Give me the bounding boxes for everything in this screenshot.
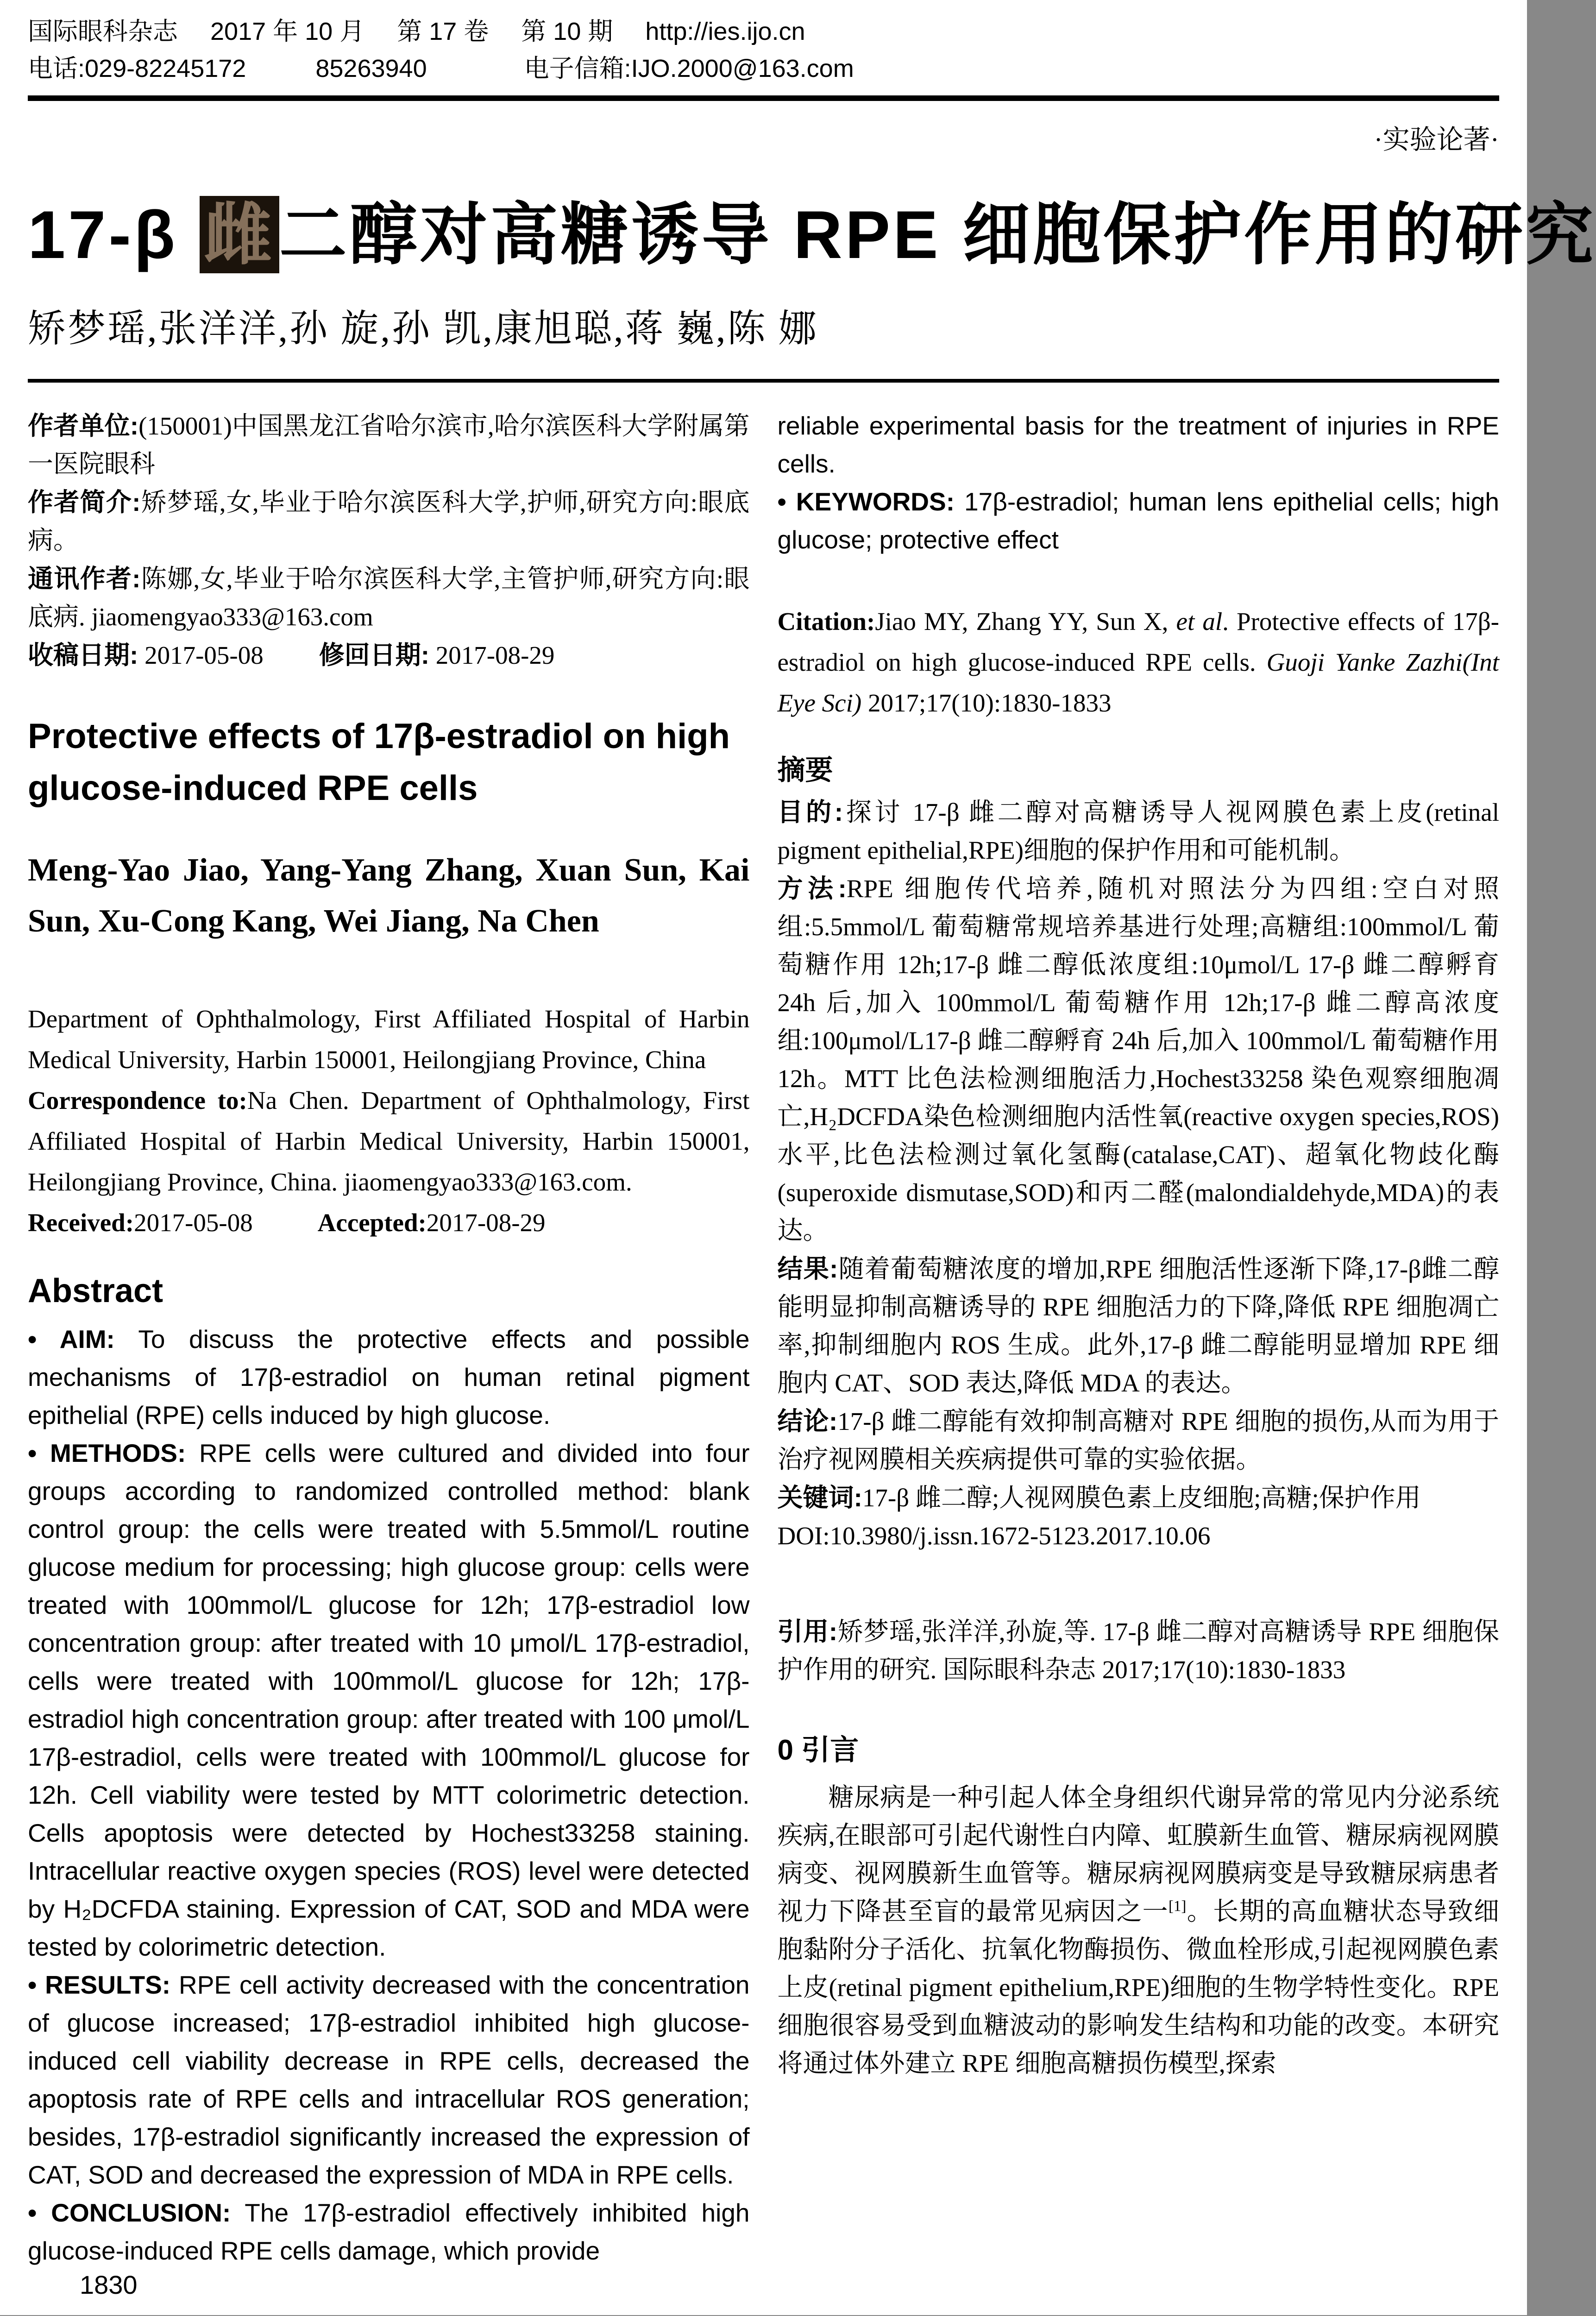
abstract-cn-heading: 摘要 [777, 755, 833, 786]
results-text: RPE cell activity decreased with the concentration of glucose increased; 17β-estradiol inhibited high glucose-induced cell viability decrease in RPE cells, decreased the apoptosis rate of RPE cells and intracellular ROS generation; besides, 17β-estradiol significantly increased the expression of CAT, SOD and decreased the expression of MDA in RPE cells. [28, 1970, 750, 2189]
citation-etal: et al [1176, 607, 1223, 636]
dates-en-line [28, 1202, 750, 1243]
article-title-cn [28, 197, 1596, 272]
citation-part1: Jiao MY, Zhang YY, Sun X, [875, 607, 1176, 636]
corresponding-author-text: 陈娜,女,毕业于哈尔滨医科大学,主管护师,研究方向:眼底病. jiaomengyao333@163.com [28, 565, 750, 631]
article-category: ·实验论著· [1374, 125, 1499, 155]
conclusion-text: The 17β-estradiol effectively inhibited high glucose-induced RPE cells damage, which provide [28, 2198, 750, 2265]
results-paragraph [28, 1966, 750, 2194]
conclusion-cn-text: 17-β 雌二醇能有效抑制高糖对 RPE 细胞的损伤,从而为用于治疗视网膜相关疾病提供可靠的实验依据。 [777, 1407, 1499, 1473]
journal-issue: 第 10 期 [521, 18, 613, 45]
citation-cn-text: 矫梦瑶,张洋洋,孙旋,等. 17-β 雌二醇对高糖诱导 RPE 细胞保护作用的研究. 国际眼科杂志 2017;17(10):1830-1833 [777, 1617, 1499, 1684]
two-column-body [28, 407, 1499, 2299]
conclusion-paragraph [28, 2194, 750, 2270]
right-column [778, 407, 1500, 2253]
affiliation-text: (150001)中国黑龙江省哈尔滨市,哈尔滨医科大学附属第一医院眼科 [28, 412, 750, 478]
corresponding-author-label: 通讯作者: [28, 564, 141, 593]
left-column [28, 407, 750, 2299]
correspondence-text: Na Chen. Department of Ophthalmology, First Affiliated Hospital of Harbin Medical University, Harbin 150001, Heilongjiang Province, China. jiaomengyao333@163.com. [28, 1086, 750, 1196]
author-bio-paragraph [28, 483, 750, 560]
authors-rule [28, 379, 1499, 383]
objective-cn-paragraph [778, 793, 1500, 869]
authors-en: Meng-Yao Jiao, Yang-Yang Zhang, Xuan Sun, Kai Sun, Xu-Cong Kang, Wei Jiang, Na Chen [28, 852, 750, 939]
aim-label: • AIM: [28, 1325, 115, 1353]
title-pre: 17-β [28, 197, 200, 272]
methods-label: • METHODS: [28, 1439, 186, 1467]
aim-text: To discuss the protective effects and possible mechanisms of 17β-estradiol on human retinal pigment epithelial (RPE) cells induced by high glucose. [28, 1325, 750, 1429]
introduction-heading: 0 引言 [777, 1734, 859, 1766]
journal-email: 电子信箱:IJO.2000@163.com [524, 55, 854, 82]
title-highlighted-char: 雌 [200, 196, 279, 273]
results-label: • RESULTS: [28, 1970, 171, 1999]
authors-cn: 矫梦瑶,张洋洋,孙 旋,孙 凯,康旭聪,蒋 巍,陈 娜 [28, 308, 819, 350]
aim-paragraph [28, 1320, 750, 1434]
journal-phone2: 85263940 [315, 55, 427, 82]
dates-cn-line [28, 636, 750, 674]
citation-paragraph [778, 601, 1500, 724]
results-cn-paragraph [778, 1250, 1500, 1402]
methods-cn-text: RPE 细胞传代培养,随机对照法分为四组:空白对照组:5.5mmol/L 葡萄糖常规培养基进行处理;高糖组:100mmol/L 葡萄糖作用 12h;17-β 雌二醇低浓度组:10μmol/L 17-β 雌二醇孵育 24h 后,加入 100mmol/L 葡萄糖作用 12h;17-β 雌二醇高浓度组:100μmol/L17-β 雌二醇孵育 24h 后,加入 100mmol/L 葡萄糖作用 12h。MTT 比色法检测细胞活力,Hochest33258 染色观察细胞凋亡,H₂DCFDA染色检测细胞内活性氧(reactive oxygen species,ROS)水平,比色法检测过氧化氢酶(catalase,CAT)、超氧化物歧化酶(superoxide dismutase,SOD)和丙二醛(malondialdehyde,MDA)的表达。 [777, 875, 1499, 1245]
journal-header-line2 [28, 50, 1499, 87]
received-en-date: 2017-05-08 [134, 1208, 253, 1237]
keywords-text: 17β-estradiol; human lens epithelial cells; high glucose; protective effect [777, 487, 1499, 554]
introduction-paragraph [778, 1779, 1500, 2083]
page-number: 1830 [80, 2270, 138, 2299]
citation-journal-name: Guoji Yanke Zazhi(Int Eye Sci) [777, 648, 1499, 717]
methods-text: RPE cells were cultured and divided into four groups according to randomized controlled method: blank control group: the cells were treated with 5.5mmol/L routine glucose medium for processing; high glucose group: cells were treated with 100mmol/L glucose for 12h; 17β-estradiol low concentration group: after treated with 10 μmol/L 17β-estradiol, cells were treated with 100mmol/L glucose for 12h; 17β-estradiol high concentration group: after treated with 100 μmol/L 17β-estradiol, cells were treated with 100mmol/L glucose for 12h. Cell viability were tested by MTT colorimetric detection. Cells apoptosis were detected by Hochest33258 staining. Intracellular reactive oxygen species (ROS) level were detected by H₂DCFDA staining. Expression of CAT, SOD and MDA were tested by colorimetric detection. [28, 1439, 750, 1961]
journal-date: 2017 年 10 月 [210, 18, 365, 45]
conclusion-label: • CONCLUSION: [28, 2198, 231, 2227]
keywords-label: • KEYWORDS: [777, 487, 955, 516]
keywords-cn-paragraph [778, 1479, 1500, 1517]
methods-cn-paragraph [778, 869, 1500, 1250]
methods-paragraph [28, 1434, 750, 1966]
header-rule [28, 95, 1499, 101]
keywords-cn-label: 关键词: [777, 1483, 862, 1512]
journal-name: 国际眼科杂志 [28, 18, 178, 45]
journal-header [28, 13, 1499, 87]
reference-superscript: [1] [1168, 1898, 1187, 1915]
citation-label: Citation: [777, 607, 875, 636]
correspondence-label: Correspondence to: [28, 1086, 247, 1114]
department-paragraph: Department of Ophthalmology, First Affiliated Hospital of Harbin Medical University, Harbin 150001, Heilongjiang Province, China [28, 1005, 750, 1074]
methods-cn-label: 方法: [777, 874, 847, 903]
accepted-en-label: Accepted: [317, 1208, 427, 1237]
affiliation-label: 作者单位: [28, 411, 139, 440]
objective-cn-label: 目的: [777, 798, 843, 826]
keywords-cn-text: 17-β 雌二醇;人视网膜色素上皮细胞;高糖;保护作用 [862, 1484, 1421, 1512]
abstract-continuation: reliable experimental basis for the treatment of injuries in RPE cells. [777, 411, 1499, 478]
results-cn-label: 结果: [777, 1254, 838, 1283]
affiliation-paragraph [28, 407, 750, 483]
journal-url: http://ies.ijo.cn [645, 18, 805, 45]
results-cn-text: 随着葡萄糖浓度的增加,RPE 细胞活性逐渐下降,17-β雌二醇能明显抑制高糖诱导的 RPE 细胞活力的下降,降低 RPE 细胞凋亡率,抑制细胞内 ROS 生成。此外,17-β 雌二醇能明显增加 RPE 细胞内 CAT、SOD 表达,降低 MDA 的表达。 [777, 1255, 1499, 1397]
corresponding-author-paragraph [28, 560, 750, 636]
accepted-en-date: 2017-08-29 [426, 1208, 546, 1237]
citation-cn-paragraph [778, 1612, 1500, 1689]
author-bio-text: 矫梦瑶,女,毕业于哈尔滨医科大学,护师,研究方向:眼底病。 [28, 488, 750, 554]
author-bio-label: 作者简介: [28, 488, 141, 516]
conclusion-cn-label: 结论: [777, 1407, 838, 1435]
article-title-en: Protective effects of 17β-estradiol on high glucose-induced RPE cells [28, 717, 730, 808]
citation-cn-label: 引用: [777, 1617, 838, 1646]
keywords-paragraph [778, 483, 1500, 559]
citation-part3: 2017;17(10):1830-1833 [861, 689, 1112, 717]
introduction-text-2: 。长期的高血糖状态导致细胞黏附分子活化、抗氧化物酶损伤、微血栓形成,引起视网膜色素上皮(retinal pigment epithelium,RPE)细胞的生物学特性变化。RPE 细胞很容易受到血糖波动的影响发生结构和功能的改变。本研究将通过体外建立 RPE 细胞高糖损伤模型,探索 [777, 1897, 1499, 2077]
received-en-label: Received: [28, 1208, 134, 1237]
conclusion-cn-paragraph [778, 1402, 1500, 1479]
objective-cn-text: 探讨 17-β 雌二醇对高糖诱导人视网膜色素上皮(retinal pigment epithelial,RPE)细胞的保护作用和可能机制。 [777, 798, 1499, 864]
introduction-text-1: 糖尿病是一种引起人体全身组织代谢异常的常见内分泌系统疾病,在眼部可引起代谢性白内障、虹膜新生血管、糖尿病视网膜病变、视网膜新生血管等。糖尿病视网膜病变是导致糖尿病患者视力下降甚至盲的最常见病因之一 [777, 1783, 1499, 1926]
received-cn-date: 2017-05-08 [138, 641, 264, 669]
journal-phone: 电话:029-82245172 [28, 55, 246, 82]
journal-header-line1 [28, 13, 1499, 50]
journal-volume: 第 17 卷 [397, 18, 489, 45]
correspondence-paragraph [28, 1080, 750, 1202]
title-post: 二醇对高糖诱导 RPE 细胞保护作用的研究 [279, 197, 1596, 272]
received-cn-label: 收稿日期: [28, 641, 138, 669]
revised-cn-date: 2017-08-29 [429, 641, 555, 669]
doi-line: DOI:10.3980/j.issn.1672-5123.2017.10.06 [777, 1522, 1211, 1550]
citation-part2: . Protective effects of 17β-estradiol on high glucose-induced RPE cells. [777, 607, 1499, 676]
abstract-heading: Abstract [28, 1272, 163, 1309]
revised-cn-label: 修回日期: [319, 641, 430, 669]
